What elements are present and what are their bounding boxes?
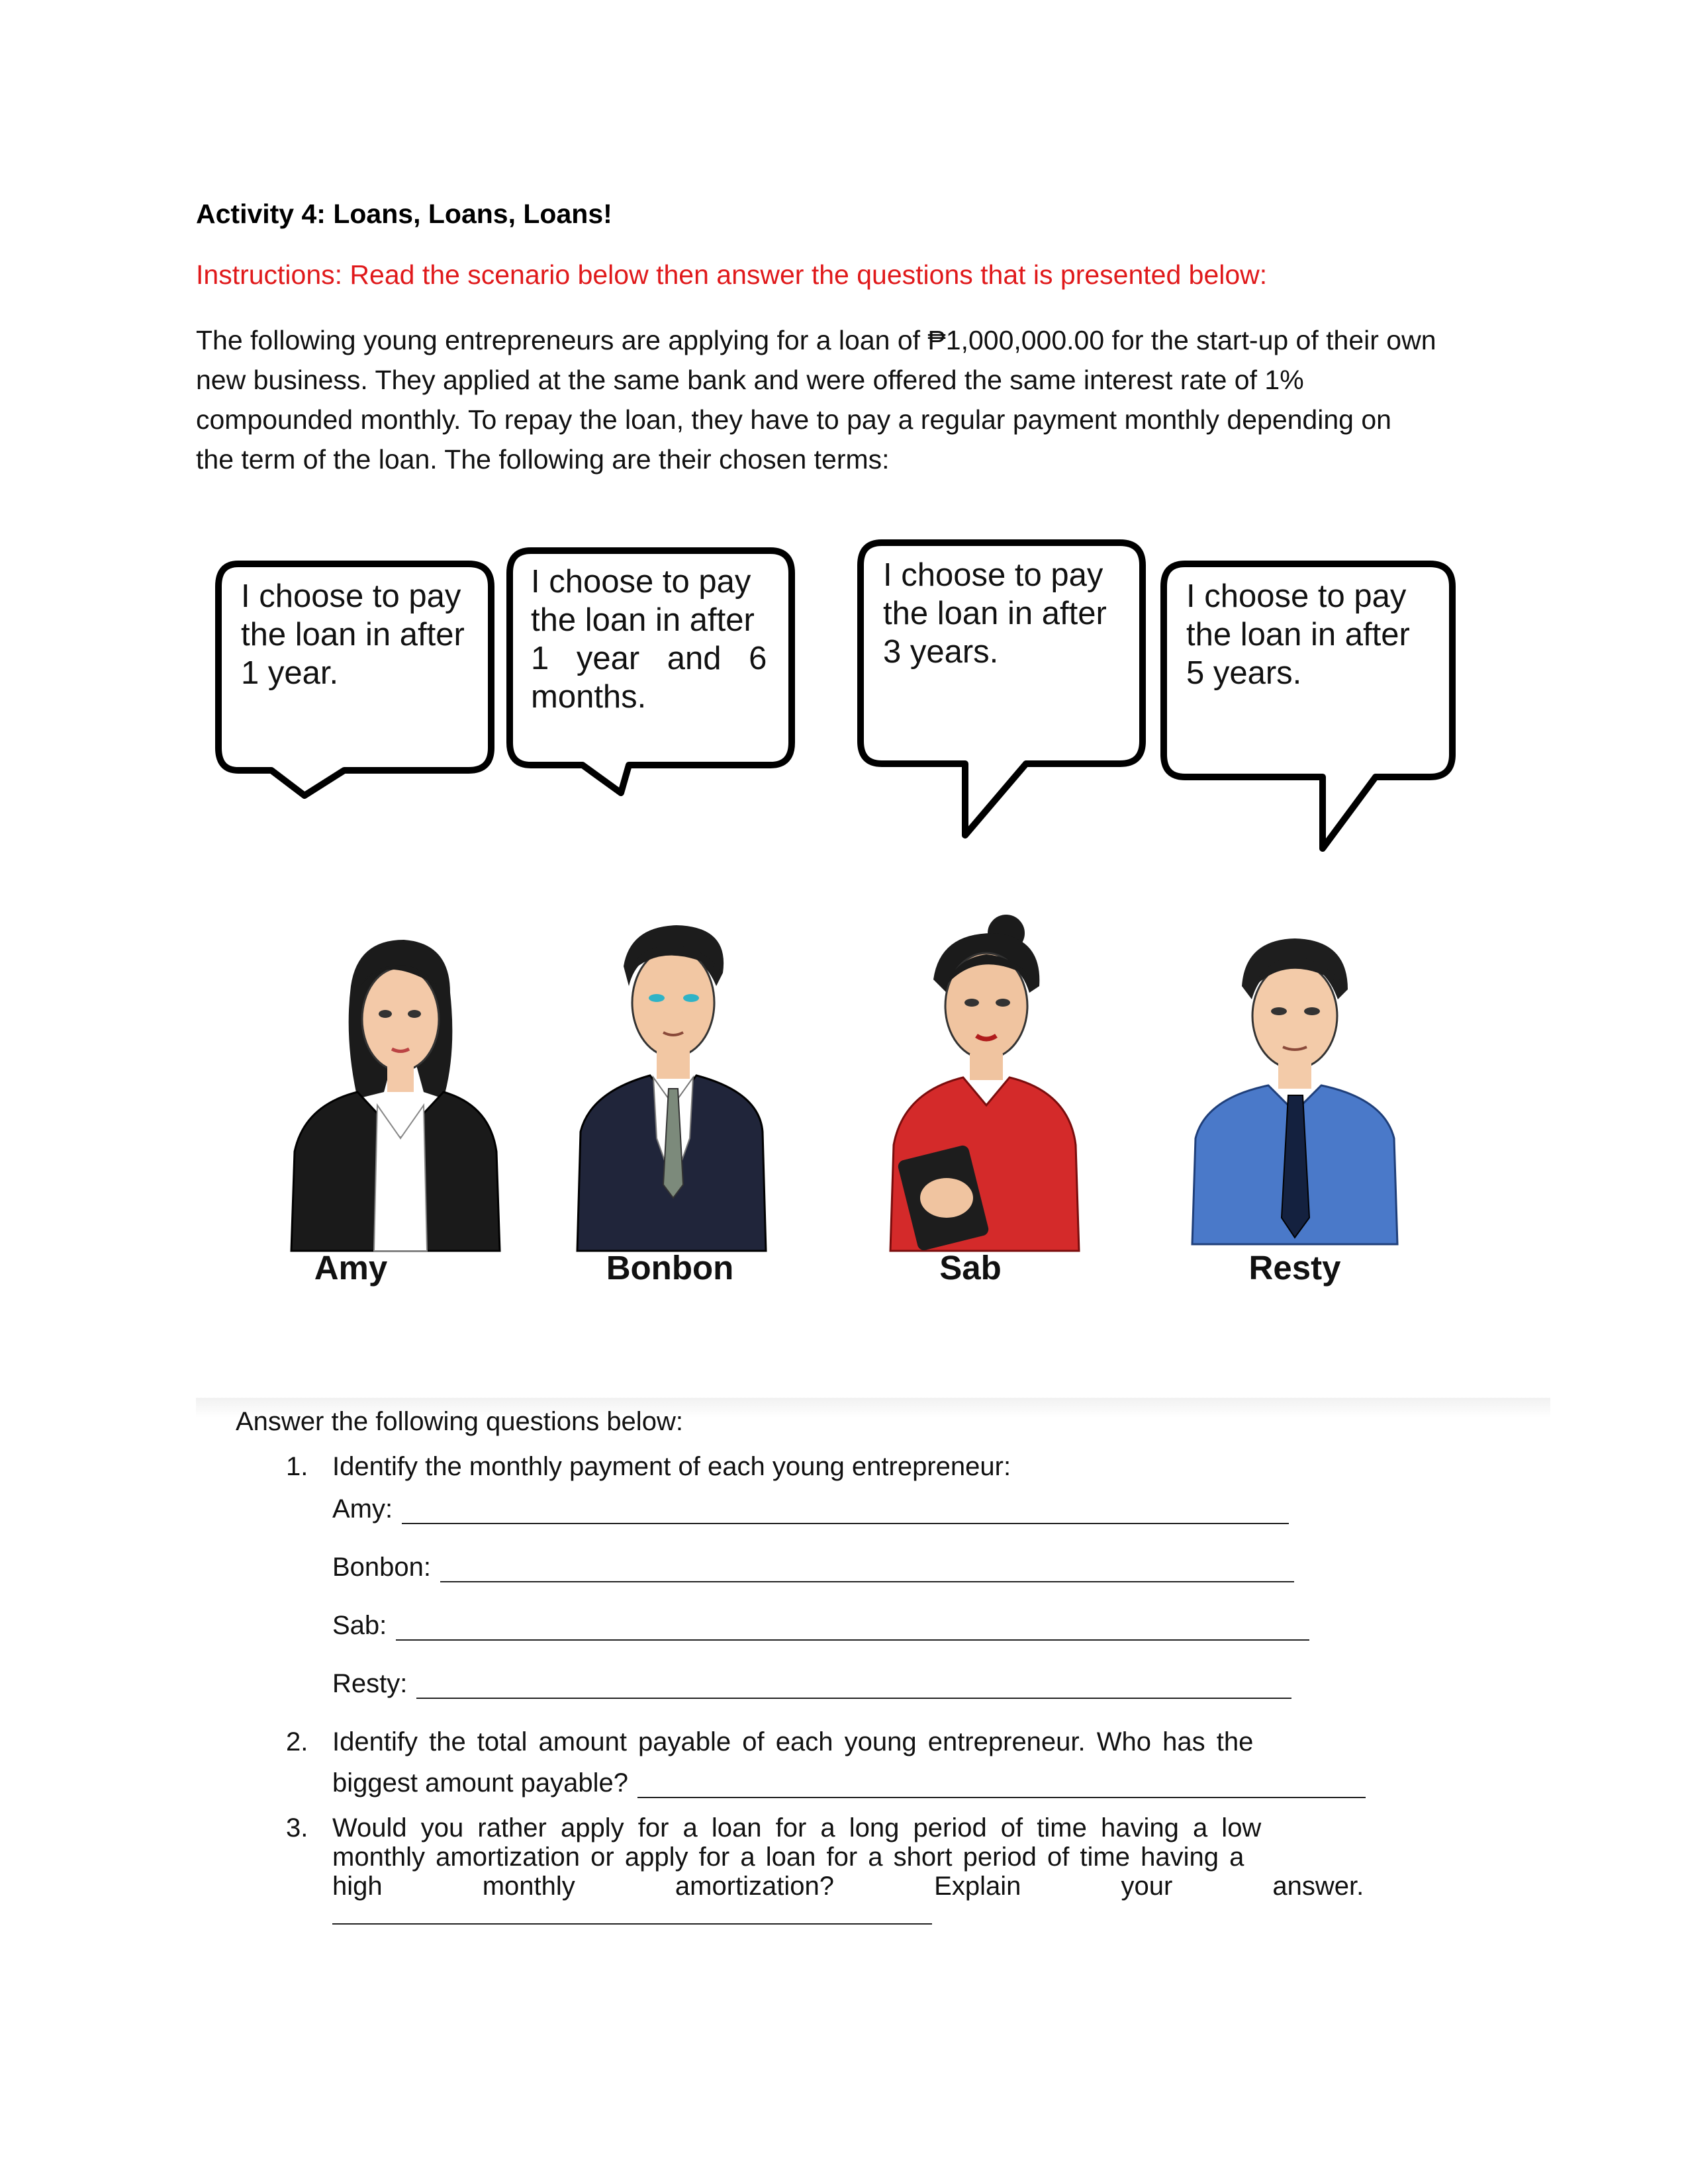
answer-blank-bonbon[interactable] xyxy=(440,1557,1294,1582)
question-3-text-line3: high monthly amortization? Explain your answer. xyxy=(332,1872,1364,1901)
bubble-line: 1 year and 6 xyxy=(531,641,767,676)
bubble-text-bonbon xyxy=(531,563,769,716)
sab-illustration xyxy=(887,907,1086,1251)
question-2-line1 xyxy=(332,1727,1439,1757)
question-3-text xyxy=(332,1813,1439,1901)
resty-illustration xyxy=(1189,927,1401,1244)
activity-title: Activity 4: Loans, Loans, Loans! xyxy=(196,199,612,229)
amy-illustration xyxy=(285,940,503,1251)
answer-row-resty xyxy=(332,1669,1291,1699)
bubble-line: the loan in after xyxy=(531,602,755,638)
bonbon-illustration xyxy=(571,920,769,1251)
bubble-line: the loan in after xyxy=(883,596,1107,631)
character-name-sab: Sab xyxy=(939,1249,1002,1287)
question-3-text-line2: monthly amortization or apply for a loan for a short period of time having a xyxy=(332,1843,1244,1872)
question-3-number: 3. xyxy=(286,1813,308,1843)
answer-label-bonbon: Bonbon: xyxy=(332,1553,432,1582)
answer-blank-resty[interactable] xyxy=(416,1674,1291,1699)
character-name-bonbon: Bonbon xyxy=(606,1249,734,1287)
question-1-text: Identify the monthly payment of each young entrepreneur: xyxy=(332,1452,1011,1481)
bubble-line: I choose to pay xyxy=(1186,578,1407,614)
answer-label-sab: Sab: xyxy=(332,1611,387,1640)
character-name-amy: Amy xyxy=(314,1249,388,1287)
bubble-text-amy xyxy=(241,577,473,692)
bubble-line: the loan in after xyxy=(1186,617,1410,653)
scenario-line: The following young entrepreneurs are applying for a loan of ₱1,000,000.00 for the start-up of their own xyxy=(196,325,1436,355)
question-2-text-line1: Identify the total amount payable of each young entrepreneur. Who has the xyxy=(332,1727,1254,1756)
answer-blank-q2[interactable] xyxy=(637,1773,1366,1798)
answer-row-bonbon xyxy=(332,1553,1294,1582)
answer-label-resty: Resty: xyxy=(332,1669,408,1698)
question-3-text-line1: Would you rather apply for a loan for a long period of time having a low xyxy=(332,1813,1262,1843)
bubble-line: I choose to pay xyxy=(241,578,461,614)
bubble-text-sab xyxy=(883,556,1121,671)
bubble-line: I choose to pay xyxy=(883,557,1103,593)
bubble-line: I choose to pay xyxy=(531,564,751,600)
answer-blank-q3[interactable] xyxy=(332,1899,932,1925)
scenario-line: new business. They applied at the same bank and were offered the same interest rate of 1% xyxy=(196,365,1304,395)
answer-row-sab xyxy=(332,1611,1309,1641)
question-2-number: 2. xyxy=(286,1727,308,1756)
instructions-text: Instructions: Read the scenario below then answer the questions that is presented below: xyxy=(196,259,1268,290)
bubble-line: 3 years. xyxy=(883,634,999,670)
bubble-text-resty xyxy=(1186,577,1429,692)
scenario-paragraph xyxy=(196,320,1507,479)
bubble-line: months. xyxy=(531,679,647,715)
question-2-text-line2: biggest amount payable? xyxy=(332,1768,628,1797)
scenario-line: the term of the loan. The following are their chosen terms: xyxy=(196,444,890,475)
question-2-line2 xyxy=(332,1768,1366,1798)
answer-blank-amy[interactable] xyxy=(402,1499,1289,1524)
answer-blank-sab[interactable] xyxy=(396,1615,1309,1641)
bubble-line: the loan in after xyxy=(241,617,465,653)
answer-label-amy: Amy: xyxy=(332,1494,393,1524)
bubble-line: 5 years. xyxy=(1186,655,1302,691)
answer-row-amy xyxy=(332,1494,1289,1524)
bubble-line: 1 year. xyxy=(241,655,339,691)
scenario-line: compounded monthly. To repay the loan, they have to pay a regular payment monthly depending on xyxy=(196,404,1391,435)
questions-intro: Answer the following questions below: xyxy=(236,1407,683,1436)
character-name-resty: Resty xyxy=(1248,1249,1341,1287)
question-1-number: 1. xyxy=(286,1452,308,1481)
